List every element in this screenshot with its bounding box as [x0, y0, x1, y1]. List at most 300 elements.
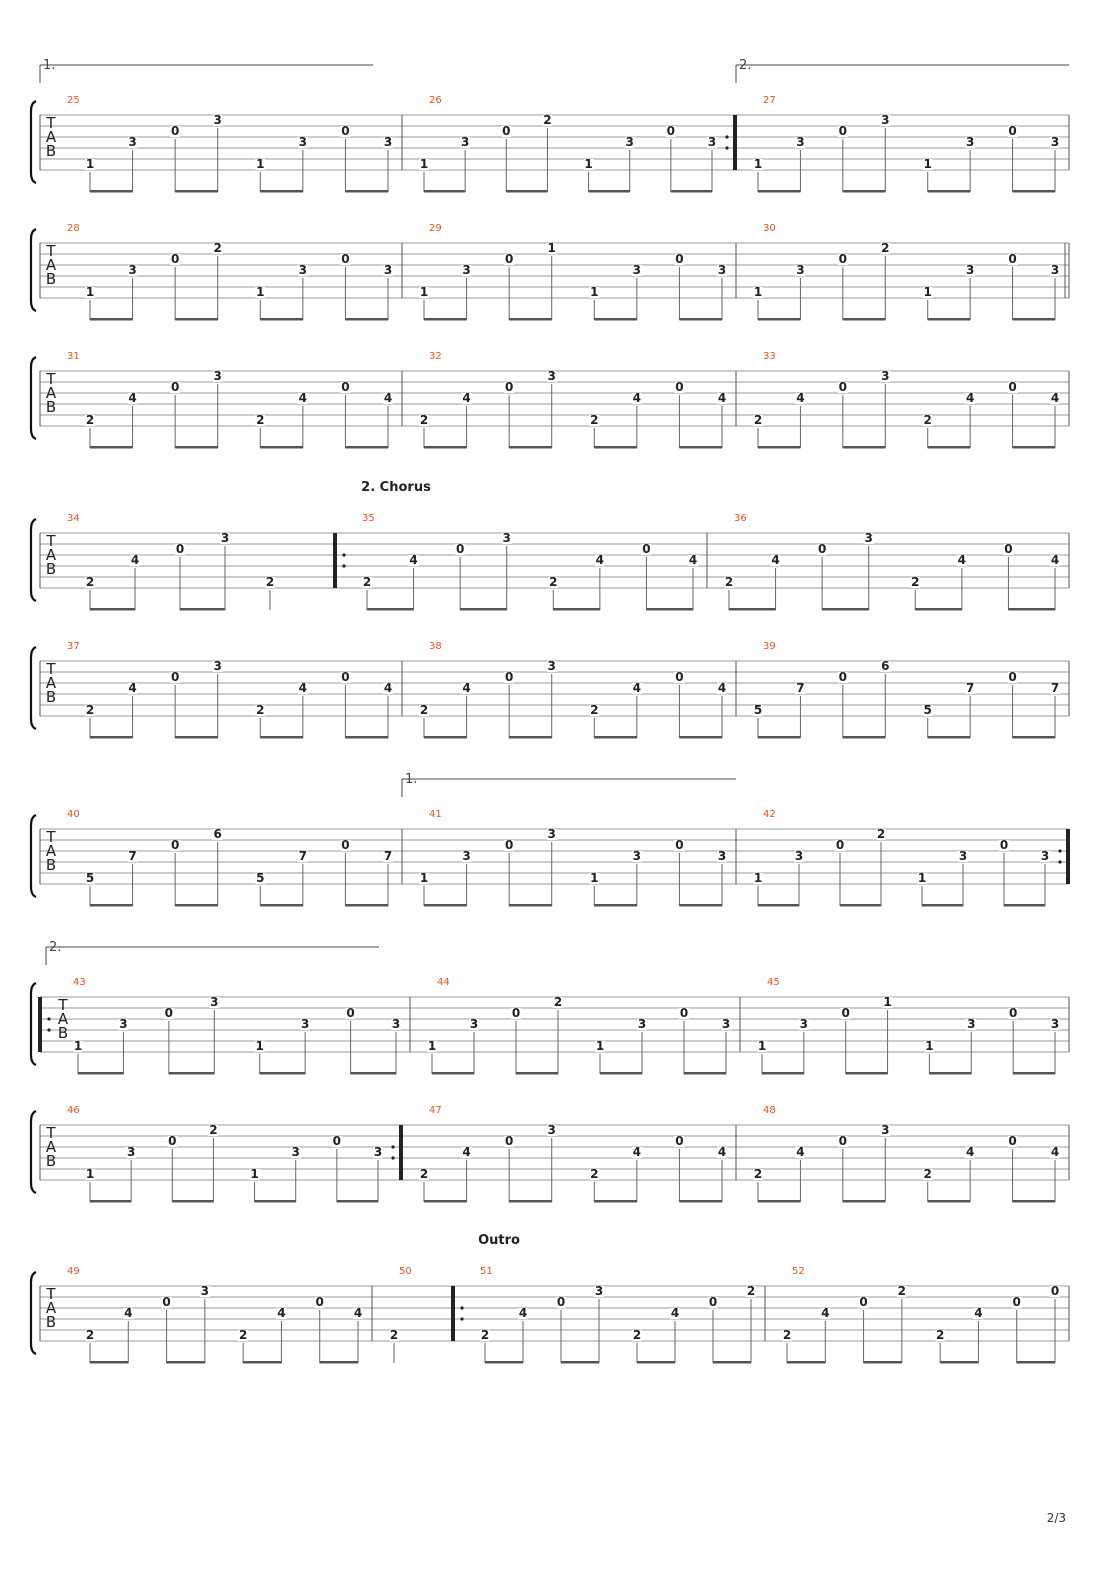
fret-number: 0	[502, 124, 511, 138]
fret-number: 4	[128, 681, 137, 695]
fret-number: 0	[170, 124, 180, 138]
fret-number: 3	[864, 531, 873, 545]
fret-number: 2	[753, 413, 763, 427]
fret-number: 4	[717, 681, 727, 695]
beam	[671, 190, 712, 193]
system-brace	[31, 519, 36, 601]
fret-number: 3	[502, 531, 511, 545]
fret-number: 2	[389, 1328, 399, 1342]
fret-number: 2	[553, 995, 563, 1009]
beam	[679, 318, 722, 321]
fret-number: 7	[298, 849, 308, 863]
fret-number: 7	[965, 681, 975, 695]
repeat-dot	[342, 564, 345, 567]
repeat-dot	[47, 1028, 50, 1031]
fret-number: 0	[675, 252, 684, 266]
fret-number: 4	[632, 391, 642, 405]
fret-number: 3	[881, 369, 890, 383]
repeat-dot	[342, 553, 345, 556]
tab-clef-letter: T	[46, 1285, 56, 1303]
beam	[345, 190, 388, 193]
fret-number: 2	[746, 1284, 756, 1298]
fret-number: 2	[881, 241, 890, 255]
beam	[928, 1200, 970, 1203]
beam	[432, 1072, 474, 1075]
fret-number: 3	[128, 135, 137, 149]
tab-clef-letter: T	[46, 114, 56, 132]
beam	[460, 608, 507, 611]
repeat-dot	[391, 1156, 394, 1159]
tab-clef-letter: T	[58, 996, 68, 1014]
fret-number: 3	[119, 1017, 128, 1031]
system-brace	[31, 101, 36, 183]
beam	[260, 904, 303, 907]
fret-number: 4	[353, 1306, 363, 1320]
measure-number: 34	[67, 513, 80, 524]
beam	[424, 446, 467, 449]
beam	[787, 1361, 825, 1364]
fret-number: 0	[859, 1295, 868, 1309]
beam	[679, 446, 722, 449]
beam	[1013, 318, 1055, 321]
beam	[78, 1072, 123, 1075]
tab-system	[31, 947, 1069, 1075]
fret-number: 4	[771, 553, 780, 567]
fret-number: 2	[265, 575, 275, 589]
beam	[1017, 1361, 1055, 1364]
fret-number: 0	[838, 124, 848, 138]
beam	[90, 446, 133, 449]
fret-number: 0	[666, 124, 676, 138]
fret-number: 0	[455, 542, 465, 556]
tab-clef-letter: A	[45, 1299, 57, 1317]
repeat-dot	[725, 135, 728, 138]
measure-number: 45	[767, 977, 780, 988]
tab-clef-letter: A	[45, 674, 57, 692]
tab-clef-letter: B	[45, 1152, 57, 1170]
fret-number: 5	[85, 871, 95, 885]
system-brace	[31, 1272, 36, 1354]
beam	[1013, 1200, 1055, 1203]
fret-number: 1	[256, 157, 265, 171]
fret-number: 0	[838, 1134, 848, 1148]
fret-number: 0	[332, 1134, 342, 1148]
fret-number: 3	[462, 263, 471, 277]
fret-number: 3	[958, 849, 968, 863]
beam	[915, 608, 962, 611]
beam	[589, 190, 630, 193]
ending-number: 1.	[43, 58, 56, 73]
beam	[351, 1072, 396, 1075]
fret-number: 2	[85, 413, 95, 427]
fret-number: 4	[796, 1145, 805, 1159]
beam	[345, 318, 388, 321]
beam	[1008, 608, 1055, 611]
fret-number: 3	[200, 1284, 210, 1298]
fret-number: 0	[175, 542, 185, 556]
fret-number: 1	[85, 1167, 95, 1181]
beam	[679, 904, 722, 907]
measure-number: 26	[429, 95, 442, 106]
fret-number: 2	[911, 575, 920, 589]
tab-system	[31, 65, 1069, 193]
tab-clef-letter: T	[46, 242, 56, 260]
fret-number: 1	[85, 285, 95, 299]
measure-number: 29	[429, 223, 442, 234]
fret-number: 1	[590, 285, 599, 299]
fret-number: 1	[917, 871, 927, 885]
fret-number: 0	[835, 838, 845, 852]
beam	[167, 1361, 205, 1364]
fret-number: 0	[170, 838, 180, 852]
fret-number: 3	[220, 531, 230, 545]
ending-number: 2.	[739, 58, 752, 73]
beam	[646, 608, 693, 611]
measure-number: 25	[67, 95, 80, 106]
repeat-end-bar	[1066, 829, 1070, 884]
measure-number: 46	[67, 1105, 80, 1116]
fret-number: 2	[419, 703, 429, 717]
fret-number: 0	[1008, 1134, 1017, 1148]
fret-number: 1	[590, 871, 599, 885]
fret-number: 1	[925, 1039, 934, 1053]
beam	[843, 318, 885, 321]
fret-number: 3	[881, 1123, 890, 1137]
tab-system	[31, 1272, 1069, 1364]
fret-number: 3	[717, 263, 727, 277]
fret-number: 4	[688, 553, 698, 567]
fret-number: 0	[556, 1295, 566, 1309]
fret-number: 0	[838, 670, 848, 684]
fret-number: 2	[632, 1328, 642, 1342]
fret-number: 0	[675, 838, 684, 852]
tab-clef-letter: T	[46, 1124, 56, 1142]
beam	[255, 1200, 296, 1203]
fret-number: 4	[1050, 1145, 1060, 1159]
measure-number: 49	[67, 1266, 80, 1277]
beam	[922, 904, 963, 907]
system-brace	[31, 983, 36, 1065]
fret-number: 0	[838, 380, 848, 394]
measure-number: 33	[763, 351, 776, 362]
fret-number: 3	[128, 263, 137, 277]
beam	[509, 318, 552, 321]
fret-number: 0	[1004, 542, 1013, 556]
fret-number: 0	[315, 1295, 324, 1309]
beam	[485, 1361, 523, 1364]
tab-clef-letter: A	[45, 546, 57, 564]
fret-number: 3	[298, 263, 308, 277]
fret-number: 3	[1050, 1017, 1060, 1031]
system-brace	[31, 647, 36, 729]
measure-number: 48	[763, 1105, 776, 1116]
fret-number: 3	[965, 135, 975, 149]
beam	[1013, 736, 1055, 739]
fret-number: 3	[794, 849, 804, 863]
tab-clef-letter: B	[45, 1313, 57, 1331]
fret-number: 2	[85, 1328, 95, 1342]
beam	[594, 318, 637, 321]
beam	[758, 318, 800, 321]
fret-number: 2	[419, 1167, 429, 1181]
fret-number: 0	[341, 252, 350, 266]
fret-number: 3	[213, 113, 222, 127]
system-brace	[31, 357, 36, 439]
fret-number: 3	[796, 263, 805, 277]
beam	[713, 1361, 751, 1364]
fret-number: 0	[511, 1006, 521, 1020]
fret-number: 2	[256, 413, 265, 427]
tab-clef-letter: B	[57, 1024, 69, 1042]
fret-number: 4	[277, 1306, 286, 1320]
fret-number: 1	[547, 241, 556, 255]
fret-number: 0	[504, 380, 514, 394]
beam	[243, 1361, 281, 1364]
fret-number: 4	[670, 1306, 680, 1320]
beam	[758, 904, 799, 907]
tab-clef-letter: T	[46, 532, 56, 550]
beam	[516, 1072, 558, 1075]
beam	[679, 1200, 722, 1203]
measure-number: 52	[792, 1266, 805, 1277]
tab-clef-letter: A	[45, 384, 57, 402]
fret-number: 4	[965, 391, 975, 405]
fret-number: 2	[213, 241, 222, 255]
fret-number: 2	[549, 575, 558, 589]
fret-number: 3	[1050, 135, 1060, 149]
fret-number: 0	[504, 252, 514, 266]
fret-number: 3	[547, 1123, 556, 1137]
beam	[175, 904, 218, 907]
beam	[424, 1200, 467, 1203]
fret-number: 0	[675, 380, 684, 394]
fret-number: 2	[897, 1284, 907, 1298]
fret-number: 1	[923, 285, 932, 299]
section-label: Outro	[478, 1233, 520, 1248]
repeat-dot	[725, 146, 728, 149]
beam	[758, 1200, 800, 1203]
beam	[940, 1361, 978, 1364]
beam	[758, 736, 800, 739]
fret-number: 4	[796, 391, 805, 405]
measure-number: 47	[429, 1105, 442, 1116]
fret-number: 2	[935, 1328, 945, 1342]
fret-number: 1	[419, 871, 429, 885]
beam	[509, 1200, 552, 1203]
ending-number: 1.	[405, 772, 418, 787]
beam	[260, 318, 303, 321]
beam	[337, 1200, 378, 1203]
tab-system	[31, 779, 1070, 907]
beam	[424, 318, 467, 321]
fret-number: 3	[965, 263, 975, 277]
beam	[180, 608, 225, 611]
fret-number: 7	[128, 849, 137, 863]
fret-number: 4	[1050, 391, 1060, 405]
fret-number: 0	[1008, 670, 1017, 684]
fret-number: 7	[796, 681, 805, 695]
fret-number: 1	[419, 157, 429, 171]
beam	[553, 608, 600, 611]
fret-number: 1	[256, 285, 265, 299]
fret-number: 4	[383, 681, 393, 695]
fret-number: 3	[796, 135, 805, 149]
fret-number: 2	[724, 575, 734, 589]
fret-number: 0	[1008, 1006, 1018, 1020]
fret-number: 0	[817, 542, 827, 556]
repeat-start-bar	[451, 1286, 455, 1341]
beam	[637, 1361, 675, 1364]
measure-number: 41	[429, 809, 442, 820]
fret-number: 0	[168, 1134, 177, 1148]
fret-number: 4	[965, 1145, 975, 1159]
beam	[90, 318, 133, 321]
beam	[345, 904, 388, 907]
fret-number: 3	[1050, 263, 1060, 277]
beam	[762, 1072, 804, 1075]
fret-number: 0	[346, 1006, 355, 1020]
beam	[928, 446, 970, 449]
fret-number: 3	[298, 135, 308, 149]
beam	[90, 1361, 128, 1364]
beam	[90, 190, 133, 193]
fret-number: 2	[590, 413, 599, 427]
fret-number: 0	[504, 1134, 514, 1148]
fret-number: 0	[341, 124, 350, 138]
fret-number: 2	[923, 413, 932, 427]
ending-number: 2.	[49, 940, 62, 955]
fret-number: 4	[462, 391, 471, 405]
beam	[1004, 904, 1045, 907]
measure-number: 31	[67, 351, 80, 362]
beam	[175, 736, 218, 739]
fret-number: 0	[1008, 252, 1017, 266]
repeat-dot	[1058, 860, 1061, 863]
repeat-end-bar	[733, 115, 737, 170]
tab-clef-letter: A	[57, 1010, 69, 1028]
fret-number: 2	[362, 575, 372, 589]
beam	[260, 190, 303, 193]
tab-clef-letter: A	[45, 842, 57, 860]
fret-number: 3	[383, 263, 393, 277]
fret-number: 1	[595, 1039, 605, 1053]
fret-number: 4	[717, 1145, 727, 1159]
fret-number: 1	[753, 285, 763, 299]
fret-number: 2	[590, 703, 599, 717]
fret-number: 3	[594, 1284, 604, 1298]
fret-number: 3	[632, 263, 642, 277]
measure-number: 51	[480, 1266, 493, 1277]
fret-number: 3	[469, 1017, 479, 1031]
fret-number: 4	[595, 553, 605, 567]
beam	[758, 446, 800, 449]
beam	[90, 1200, 131, 1203]
fret-number: 3	[717, 849, 727, 863]
beam	[594, 736, 637, 739]
measure-number: 50	[399, 1266, 412, 1277]
fret-number: 1	[753, 871, 763, 885]
fret-number: 2	[876, 827, 886, 841]
beam	[928, 190, 970, 193]
fret-number: 4	[130, 553, 140, 567]
fret-number: 3	[391, 1017, 401, 1031]
beam	[509, 904, 552, 907]
beam	[928, 736, 970, 739]
beam	[345, 446, 388, 449]
beam	[175, 190, 218, 193]
fret-number: 0	[1012, 1295, 1021, 1309]
beam	[1013, 190, 1055, 193]
fret-number: 4	[632, 681, 642, 695]
beam	[320, 1361, 358, 1364]
beam	[684, 1072, 726, 1075]
beam	[260, 1072, 305, 1075]
fret-number: 3	[637, 1017, 647, 1031]
fret-number: 4	[409, 553, 418, 567]
tab-clef-letter: A	[45, 1138, 57, 1156]
beam	[172, 1200, 213, 1203]
fret-number: 3	[1040, 849, 1050, 863]
fret-number: 0	[164, 1006, 174, 1020]
repeat-dot	[391, 1145, 394, 1148]
fret-number: 1	[419, 285, 429, 299]
beam	[260, 736, 303, 739]
beam	[822, 608, 869, 611]
measure-number: 42	[763, 809, 776, 820]
beam	[260, 446, 303, 449]
measure-number: 37	[67, 641, 80, 652]
fret-number: 2	[782, 1328, 792, 1342]
tab-clef-letter: B	[45, 270, 57, 288]
fret-number: 0	[1008, 380, 1017, 394]
fret-number: 1	[883, 995, 892, 1009]
fret-number: 2	[256, 703, 265, 717]
fret-number: 1	[584, 157, 593, 171]
fret-number: 4	[518, 1306, 528, 1320]
tab-clef-letter: T	[46, 660, 56, 678]
fret-number: 1	[923, 157, 932, 171]
beam	[864, 1361, 902, 1364]
beam	[928, 318, 970, 321]
fret-number: 0	[841, 1006, 850, 1020]
tab-clef-letter: B	[45, 560, 57, 578]
fret-number: 0	[708, 1295, 718, 1309]
fret-number: 2	[923, 1167, 932, 1181]
fret-number: 3	[625, 135, 634, 149]
beam	[367, 608, 414, 611]
fret-number: 4	[632, 1145, 642, 1159]
fret-number: 2	[85, 703, 95, 717]
beam	[679, 736, 722, 739]
system-brace	[31, 815, 36, 897]
beam	[843, 736, 885, 739]
beam	[594, 446, 637, 449]
tab-clef-letter: A	[45, 128, 57, 146]
fret-number: 0	[838, 252, 848, 266]
fret-number: 2	[480, 1328, 490, 1342]
fret-number: 2	[209, 1123, 218, 1137]
fret-number: 5	[753, 703, 763, 717]
fret-number: 4	[462, 1145, 471, 1159]
fret-number: 1	[250, 1167, 259, 1181]
fret-number: 4	[298, 681, 308, 695]
fret-number: 4	[1050, 553, 1060, 567]
page-number: 2/3	[1046, 1511, 1066, 1525]
system-brace	[31, 229, 36, 311]
beam	[90, 736, 133, 739]
fret-number: 4	[462, 681, 471, 695]
measure-number: 32	[429, 351, 442, 362]
